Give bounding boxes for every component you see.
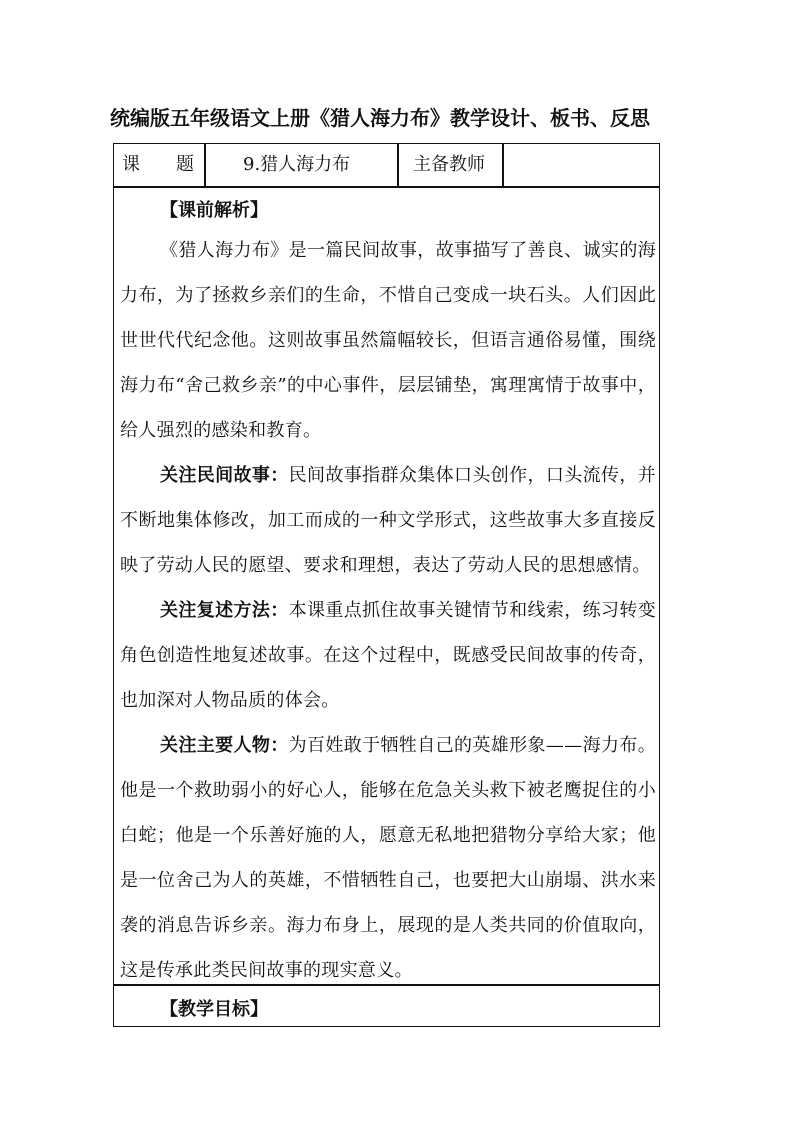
character-text: 为百姓敢于牺牲自己的英雄形象——海力布。他是一个救助弱小的好心人，能够在危急关头救下被老鹰捉住的小白蛇；他是一个乐善好施的人，愿意无私地把猎物分享给大家；他是一位舍己为人的英雄，不惜牺牲自己，也要把大山崩塌、洪水来袭的消息告诉乡亲。海力布身上，展现的是人类共同的价值取向，这是传承此类民间故事的现实意义。: [120, 735, 656, 981]
col-divider-3: [502, 144, 504, 186]
retell-text: 本课重点抓住故事关键情节和线索，练习转变角色创造性地复述故事。在这个过程中，既感受民间故事的传奇，也加深对人物品质的体会。: [120, 600, 656, 711]
col-divider-1: [204, 144, 206, 186]
folk-text: 民间故事指群众集体口头创作，口头流传，并不断地集体修改，加工而成的一种文学形式，这些故事大多直接反映了劳动人民的愿望、要求和理想，表达了劳动人民的思想感情。: [120, 465, 656, 576]
lesson-title: 9.猎人海力布: [243, 154, 351, 175]
header-label-ke: 课: [122, 154, 140, 175]
folk-heading: 关注民间故事：: [160, 465, 289, 486]
analysis-body: [120, 228, 656, 993]
character-heading: 关注主要人物：: [160, 735, 289, 756]
character-paragraph: [120, 723, 656, 993]
teacher-label: 主备教师: [413, 154, 485, 175]
col-divider-2: [397, 144, 399, 186]
document-title: 统编版五年级语文上册《猎人海力布》教学设计、板书、反思: [110, 106, 650, 130]
pre-analysis-heading: 【课前解析】: [160, 200, 268, 221]
retell-paragraph: [120, 588, 656, 723]
folk-paragraph: [120, 453, 656, 588]
header-label-ti: 题: [176, 154, 194, 175]
retell-heading: 关注复述方法：: [160, 600, 289, 621]
goals-heading: 【教学目标】: [160, 999, 268, 1020]
intro-paragraph: 《猎人海力布》是一篇民间故事，故事描写了善良、诚实的海力布，为了拯救乡亲们的生命，不惜自己变成一块石头。人们因此世世代代纪念他。这则故事虽然篇幅较长，但语言通俗易懂，围绕海力布“舍己救乡亲”的中心事件，层层铺垫，寓理寓情于故事中，给人强烈的感染和教育。: [120, 240, 656, 441]
